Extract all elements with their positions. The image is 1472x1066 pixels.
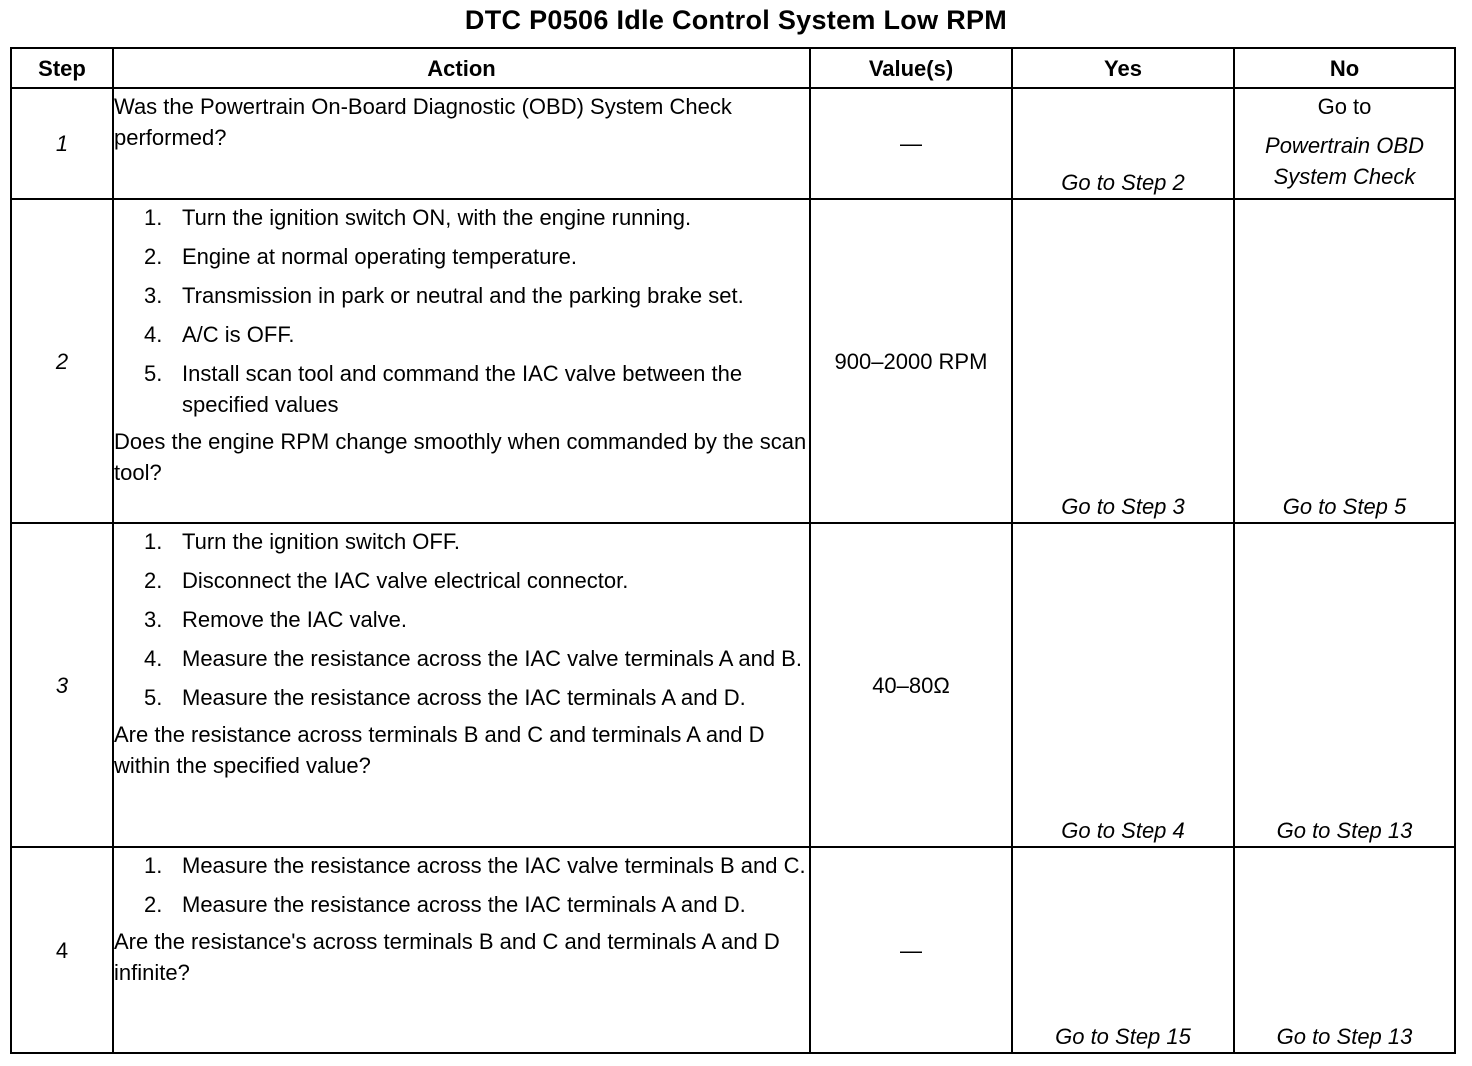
- action-steps-list: [114, 850, 809, 920]
- yes-link[interactable]: Go to Step 15: [1012, 847, 1234, 1053]
- list-item: 4. Measure the resistance across the IAC valve terminals A and B.: [144, 646, 802, 671]
- no-link[interactable]: Go to Step 5: [1234, 199, 1455, 523]
- action-cell: [113, 523, 810, 847]
- yes-link[interactable]: Go to Step 2: [1012, 88, 1234, 199]
- list-item: 1. Measure the resistance across the IAC valve terminals B and C.: [144, 853, 806, 878]
- step-number: 1: [11, 88, 113, 199]
- action-question: Are the resistance's across terminals B and C and terminals A and D infinite?: [114, 929, 780, 985]
- list-item: 1. Turn the ignition switch ON, with the engine running.: [144, 205, 692, 230]
- action-steps-list: [114, 526, 809, 713]
- no-cell: [1234, 88, 1455, 199]
- action-question: Are the resistance across terminals B and C and terminals A and D within the specified value?: [114, 722, 765, 778]
- yes-link[interactable]: Go to Step 4: [1012, 523, 1234, 847]
- step-number: 4: [11, 847, 113, 1053]
- no-link[interactable]: Powertrain OBD System Check: [1265, 133, 1424, 189]
- action-cell: [113, 88, 810, 199]
- value-cell: 900–2000 RPM: [810, 199, 1012, 523]
- no-link[interactable]: Go to Step 13: [1234, 847, 1455, 1053]
- list-item: 2. Measure the resistance across the IAC terminals A and D.: [144, 892, 746, 917]
- list-item: 4. A/C is OFF.: [144, 322, 295, 347]
- list-item: 2. Engine at normal operating temperature.: [144, 244, 578, 269]
- page-title: DTC P0506 Idle Control System Low RPM: [464, 5, 1008, 35]
- list-item: 5. Install scan tool and command the IAC valve between the specified values: [144, 361, 743, 417]
- column-header-values: Value(s): [810, 48, 1012, 88]
- column-header-yes: Yes: [1012, 48, 1234, 88]
- table-row: [11, 523, 1455, 847]
- list-item: 5. Measure the resistance across the IAC terminals A and D.: [144, 685, 746, 710]
- action-cell: [113, 199, 810, 523]
- value-cell: —: [810, 88, 1012, 199]
- table-row: [11, 199, 1455, 523]
- diagnostic-table: [10, 47, 1456, 1054]
- column-header-step: Step: [11, 48, 113, 88]
- list-item: 1. Turn the ignition switch OFF.: [144, 529, 460, 554]
- list-item: 3. Transmission in park or neutral and the parking brake set.: [144, 283, 744, 308]
- no-prefix: Go to: [1317, 94, 1372, 119]
- list-item: 2. Disconnect the IAC valve electrical connector.: [144, 568, 629, 593]
- action-steps-list: [114, 202, 809, 420]
- column-header-no: No: [1234, 48, 1455, 88]
- action-question: Does the engine RPM change smoothly when commanded by the scan tool?: [114, 429, 807, 485]
- table-header-row: [11, 48, 1455, 88]
- column-header-action: Action: [113, 48, 810, 88]
- step-number: 3: [11, 523, 113, 847]
- value-cell: —: [810, 847, 1012, 1053]
- list-item: 3. Remove the IAC valve.: [144, 607, 407, 632]
- step-number: 2: [11, 199, 113, 523]
- table-row: [11, 847, 1455, 1053]
- action-question: Was the Powertrain On-Board Diagnostic (OBD) System Check performed?: [114, 94, 732, 150]
- no-link[interactable]: Go to Step 13: [1234, 523, 1455, 847]
- yes-link[interactable]: Go to Step 3: [1012, 199, 1234, 523]
- value-cell: 40–80Ω: [810, 523, 1012, 847]
- action-cell: [113, 847, 810, 1053]
- table-row: [11, 88, 1455, 199]
